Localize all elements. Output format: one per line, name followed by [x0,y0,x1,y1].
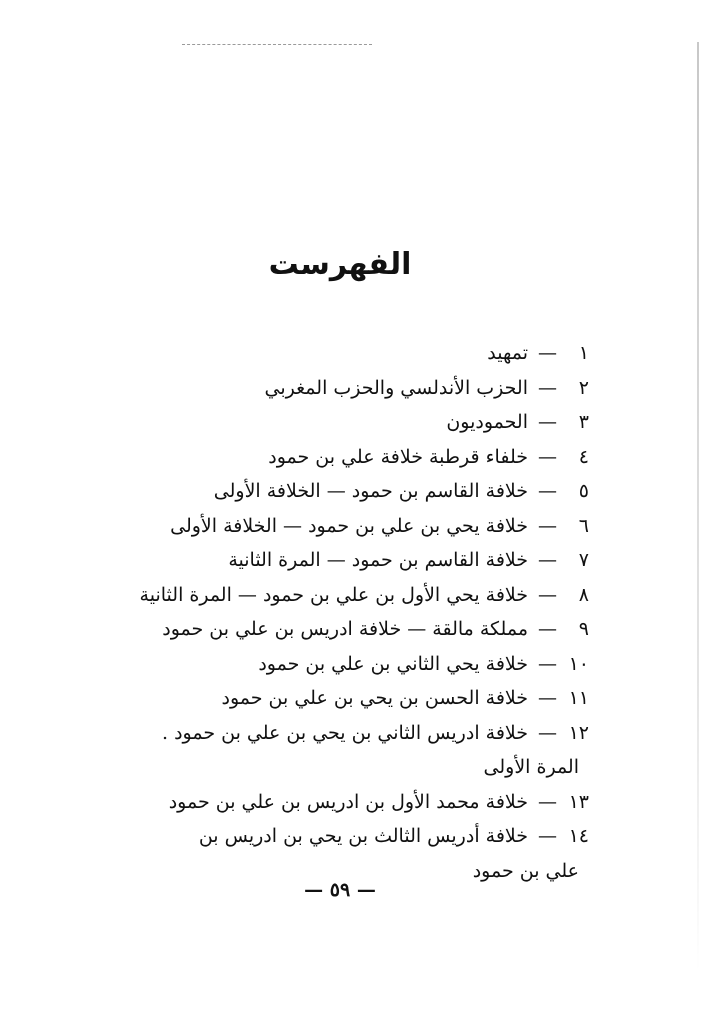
toc-entry-3 [119,405,589,440]
entry-dash: — [538,549,557,571]
entry-dash: — [538,790,557,813]
entry-title: خلافة القاسم بن حمود — الخلافة الأولى [213,480,528,502]
entry-number: ٥ [578,480,589,502]
toc-entry-4 [119,440,589,475]
toc-entry-7 [119,543,589,578]
entry-number: ٩ [578,618,589,640]
entry-title: خلفاء قرطبة خلافة علي بن حمود [268,445,528,468]
toc-entry-8 [119,578,589,613]
page-edge-line [697,42,699,972]
entry-number: ١٣ [568,790,589,813]
entry-number: ٧ [578,549,589,571]
entry-dash: — [538,687,557,709]
entry-title: خلافة الحسن بن يحي بن علي بن حمود [221,687,528,709]
entry-number: ١٤ [568,825,589,847]
toc-entry-12-continuation: المرة الأولى [483,756,579,778]
entry-title: خلافة يحي الثاني بن علي بن حمود [258,652,528,675]
toc-entry-9 [119,612,589,647]
page-title: الفهرست [268,247,412,283]
entry-title: خلافة محمد الأول بن ادريس بن علي بن حمود [168,790,528,813]
toc-entry-14-continuation: علي بن حمود [472,859,579,882]
entry-dash: — [538,514,557,537]
entry-dash: — [538,618,557,640]
toc-entry-12 [119,716,589,751]
entry-title: خلافة أدريس الثالث بن يحي بن ادريس بن [198,825,528,847]
entry-title: خلافة ادريس الثاني بن يحي بن علي بن حمود . [161,721,528,744]
entry-dash: — [538,342,557,364]
top-dashed-rule [182,44,372,45]
entry-number: ١ [578,342,589,364]
toc-entry-6 [119,509,589,544]
entry-dash: — [538,583,557,606]
entry-title: تمهيد [487,342,528,364]
table-of-contents [119,336,589,888]
entry-title: خلافة يحي بن علي بن حمود — الخلافة الأولى [170,514,528,537]
entry-number: ١٢ [568,721,589,744]
toc-entry-10 [119,647,589,682]
entry-dash: — [538,721,557,744]
entry-title: الحزب الأندلسي والحزب المغربي [264,376,528,399]
entry-dash: — [538,825,557,847]
toc-entry-5 [119,474,589,509]
entry-dash: — [538,411,557,433]
entry-number: ٨ [578,583,589,606]
page-number: — ٥٩ — [304,879,376,901]
entry-number: ٣ [578,411,589,433]
entry-number: ٤ [578,445,589,468]
entry-dash: — [538,652,557,675]
entry-dash: — [538,376,557,399]
toc-entry-1 [119,336,589,371]
toc-entry-14 [119,819,589,854]
entry-title: خلافة القاسم بن حمود — المرة الثانية [228,549,528,571]
entry-title: مملكة مالقة — خلافة ادريس بن علي بن حمود [162,618,528,640]
entry-title: خلافة يحي الأول بن علي بن حمود — المرة الثانية [139,583,528,606]
toc-entry-2 [119,371,589,406]
entry-number: ١٠ [568,652,589,675]
entry-title: الحموديون [446,411,528,433]
entry-number: ٦ [578,514,589,537]
toc-entry-11 [119,681,589,716]
entry-number: ٢ [578,376,589,399]
entry-dash: — [538,445,557,468]
entry-dash: — [538,480,557,502]
entry-number: ١١ [568,687,589,709]
toc-entry-13 [119,785,589,820]
